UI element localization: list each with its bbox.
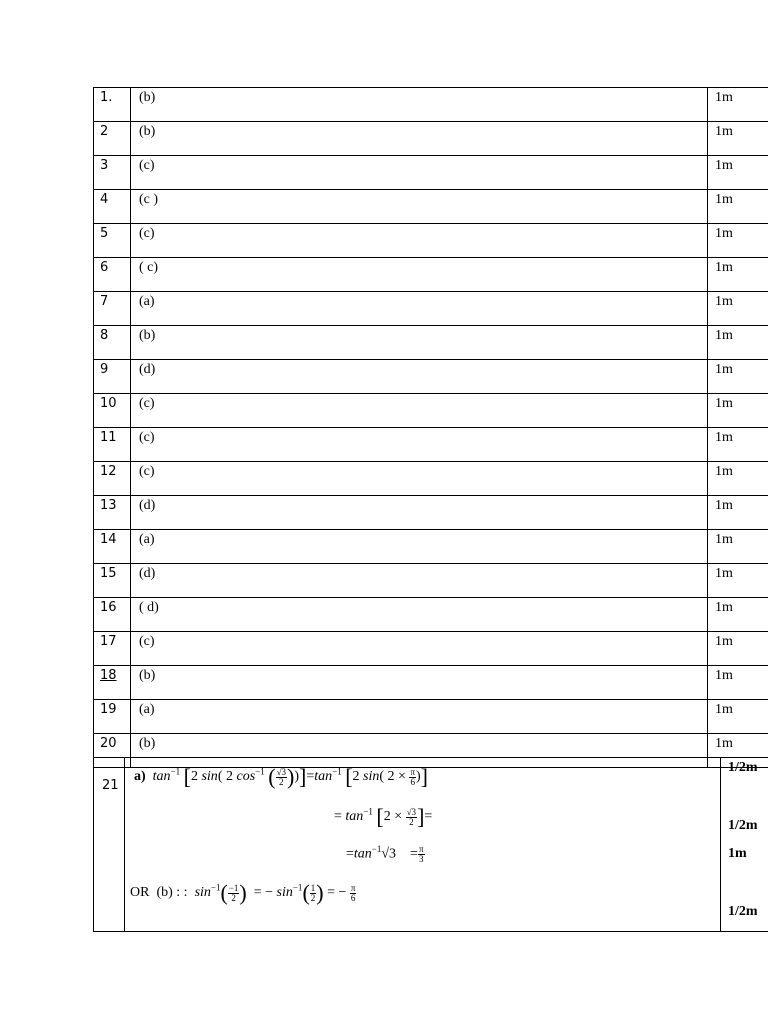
answer-option: (c) (131, 394, 708, 428)
answer-row (94, 122, 768, 156)
marks: 1m (708, 156, 768, 190)
question-number: 10 (94, 394, 131, 428)
answer-option: (b) (131, 326, 708, 360)
question-number: 6 (94, 258, 131, 292)
solution-step-1: a) $\tan^{-1} [2$ sin( 2 $\cos^{-1}$ ( $\frac{√3}{2}$ ))]$=\tan^{-1}$ [2 sin( 2 × $\frac{\pi}{6}$ )] (134, 764, 428, 789)
answer-row (94, 394, 768, 428)
answer-row (94, 224, 768, 258)
answer-row (94, 428, 768, 462)
question-number: 18 (94, 666, 131, 700)
part-a-label: a) (134, 769, 146, 785)
solution-or-part-b: OR (b) : : $\sin^{-1}$( $\frac{-1}{2}$ ) = − $\sin^{-1}$( $\frac{1}{2}$ ) = − $\frac{\pi}{6}$ (130, 880, 356, 905)
marks: 1m (708, 598, 768, 632)
answer-option: (d) (131, 360, 708, 394)
answer-row (94, 496, 768, 530)
answer-option: ( d) (131, 598, 708, 632)
marks: 1m (708, 394, 768, 428)
marks: 1m (708, 360, 768, 394)
answer-option: (d) (131, 564, 708, 598)
marks: 1m (708, 530, 768, 564)
question-number: 21 (102, 778, 119, 793)
marks-step-1: 1/2m (728, 760, 758, 775)
answer-option: (c ) (131, 190, 708, 224)
question-number: 4 (94, 190, 131, 224)
question-number: 1. (94, 88, 131, 122)
answer-key-table (93, 87, 768, 768)
answer-option: (c) (131, 428, 708, 462)
marks: 1m (708, 734, 768, 768)
answer-row (94, 632, 768, 666)
answer-row (94, 530, 768, 564)
answer-row (94, 666, 768, 700)
question-number: 12 (94, 462, 131, 496)
question-number: 11 (94, 428, 131, 462)
answer-option: (c) (131, 224, 708, 258)
marks: 1m (708, 190, 768, 224)
marks-step-3: 1m (728, 846, 747, 861)
question-21-block (93, 757, 768, 932)
question-number: 20 (94, 734, 131, 768)
answer-option: (a) (131, 530, 708, 564)
marks: 1m (708, 462, 768, 496)
solution-step-2: = $\tan^{-1} [2$ × $\frac{√3}{2}$ ]= (334, 804, 433, 829)
answer-option: (b) (131, 734, 708, 768)
marks-step-2: 1/2m (728, 818, 758, 833)
answer-option: (c) (131, 156, 708, 190)
answer-option: (b) (131, 666, 708, 700)
question-number: 15 (94, 564, 131, 598)
answer-row (94, 462, 768, 496)
answer-option: (c) (131, 632, 708, 666)
answer-option: (a) (131, 292, 708, 326)
answer-option: (d) (131, 496, 708, 530)
question-number: 2 (94, 122, 131, 156)
question-number: 8 (94, 326, 131, 360)
answer-row (94, 190, 768, 224)
marks: 1m (708, 88, 768, 122)
answer-row (94, 598, 768, 632)
solution-step-3: $=\tan^{-1}√3$ = $\frac{\pi}{3}$ (346, 843, 424, 864)
marks: 1m (708, 632, 768, 666)
question-number: 9 (94, 360, 131, 394)
question-number: 13 (94, 496, 131, 530)
marks: 1m (708, 428, 768, 462)
answer-row (94, 156, 768, 190)
marks: 1m (708, 224, 768, 258)
marks: 1m (708, 326, 768, 360)
answer-row (94, 564, 768, 598)
marks: 1m (708, 258, 768, 292)
question-number: 5 (94, 224, 131, 258)
question-number: 7 (94, 292, 131, 326)
question-number: 14 (94, 530, 131, 564)
marks: 1m (708, 666, 768, 700)
question-number: 17 (94, 632, 131, 666)
marks: 1m (708, 496, 768, 530)
answer-row (94, 292, 768, 326)
question-number: 16 (94, 598, 131, 632)
answer-row (94, 88, 768, 122)
question-number: 19 (94, 700, 131, 734)
answer-row (94, 360, 768, 394)
marks: 1m (708, 122, 768, 156)
marks: 1m (708, 564, 768, 598)
answer-option: ( c) (131, 258, 708, 292)
answer-option: (c) (131, 462, 708, 496)
marks: 1m (708, 700, 768, 734)
answer-option: (a) (131, 700, 708, 734)
marks: 1m (708, 292, 768, 326)
marks-step-4: 1/2m (728, 904, 758, 919)
answer-row (94, 258, 768, 292)
question-number: 3 (94, 156, 131, 190)
answer-row (94, 326, 768, 360)
answer-option: (b) (131, 88, 708, 122)
answer-row (94, 700, 768, 734)
answer-option: (b) (131, 122, 708, 156)
